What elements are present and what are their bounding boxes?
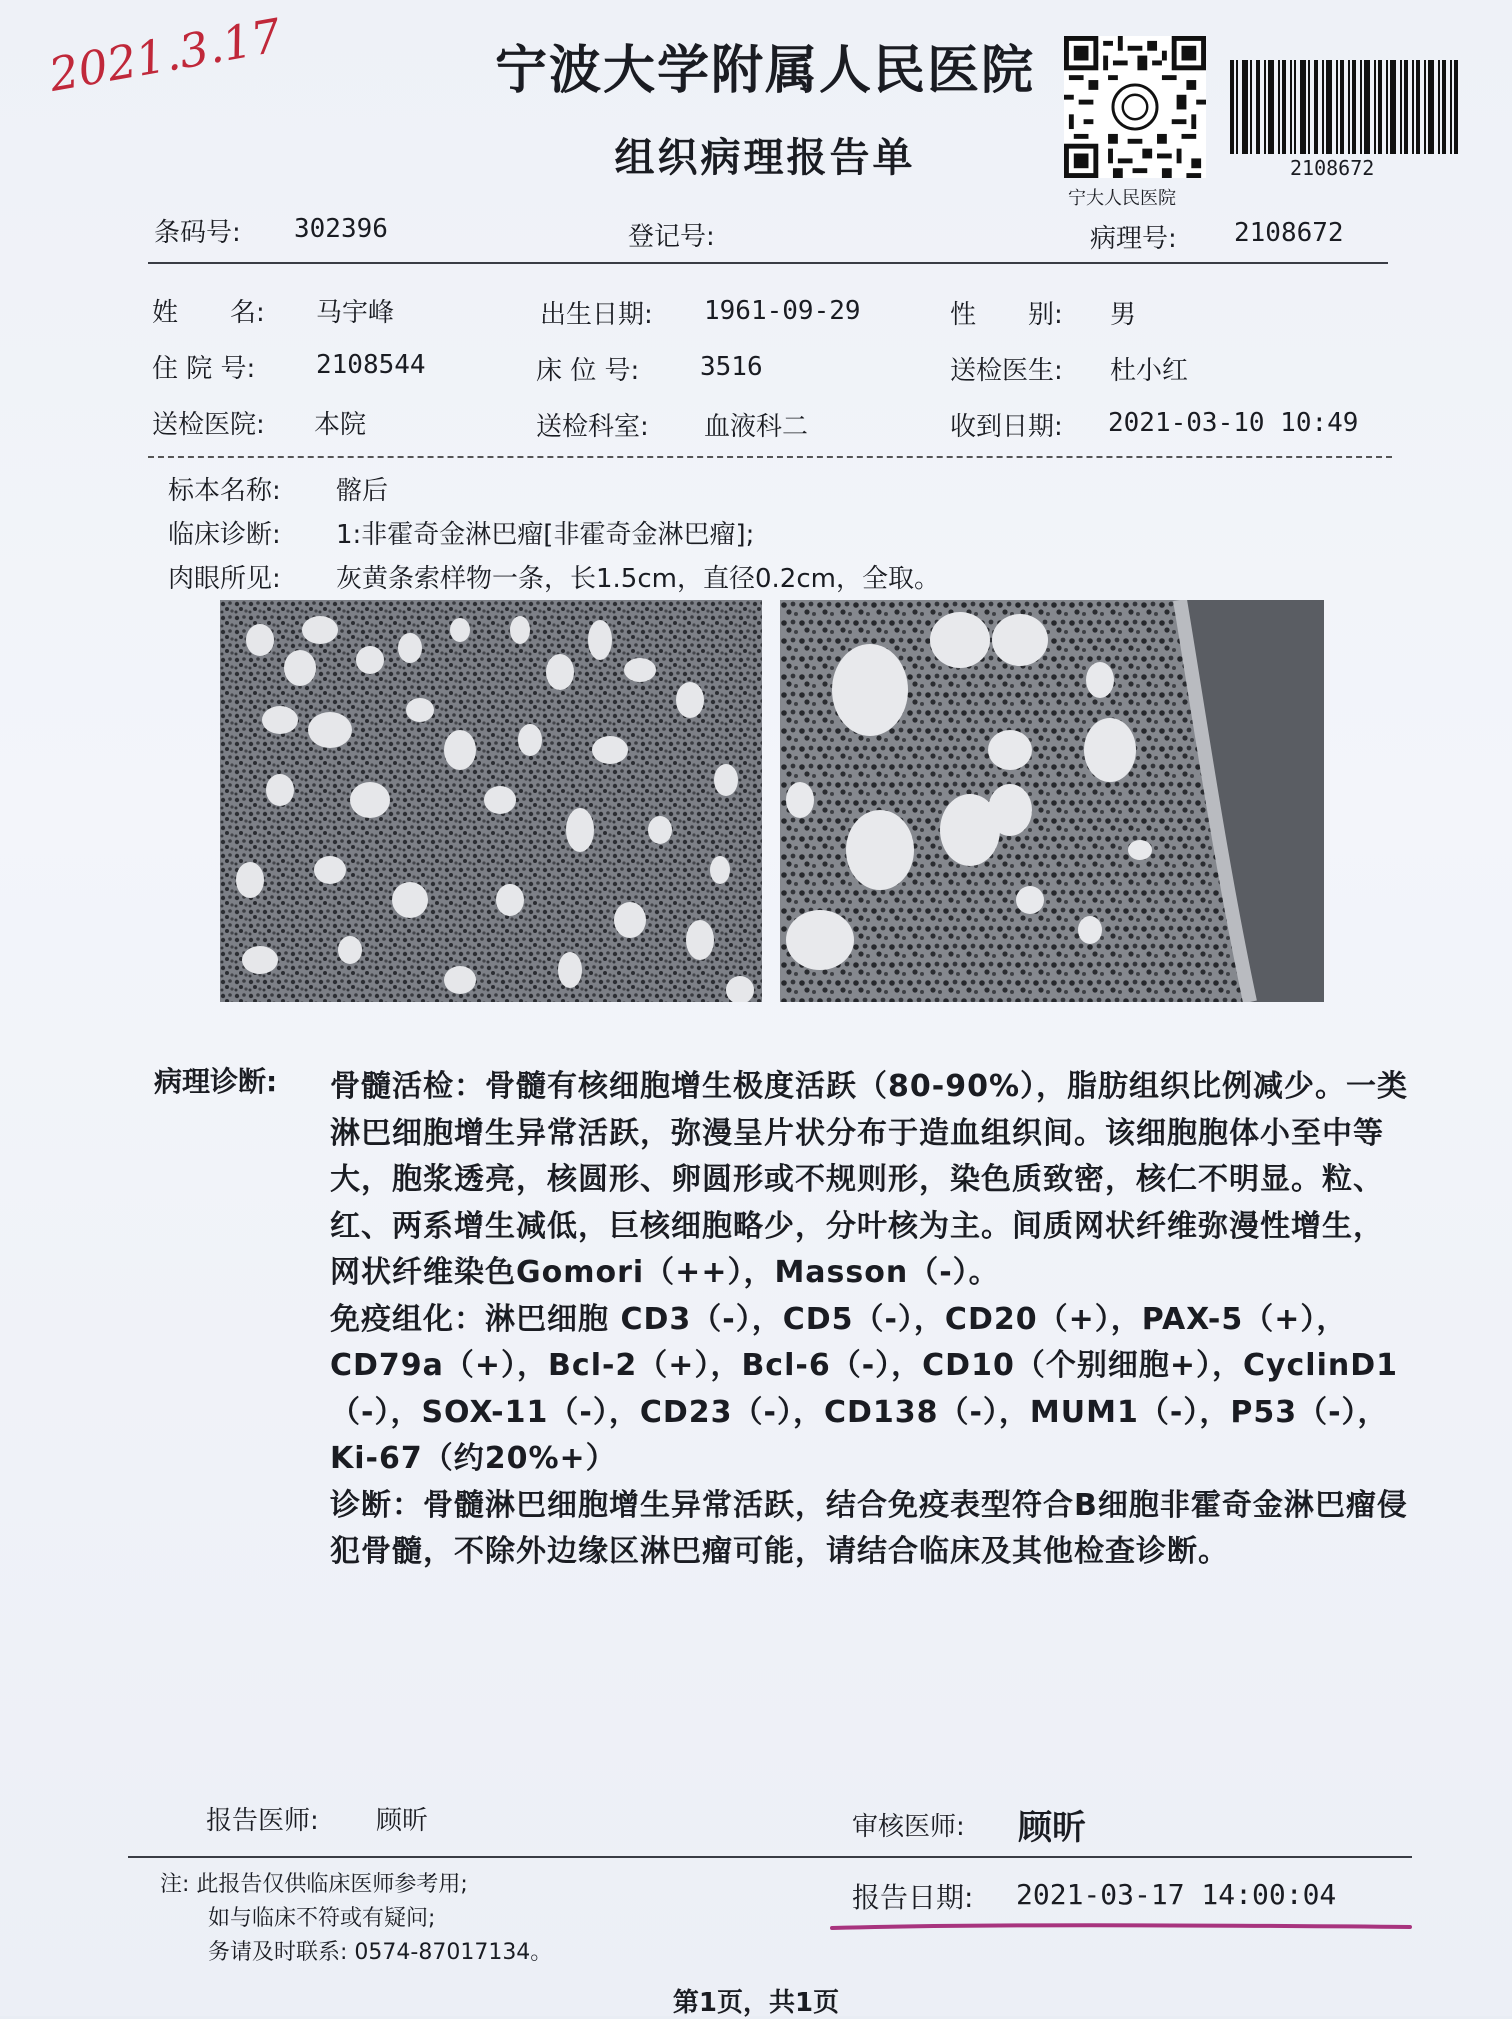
review-doctor-label: 审核医师:: [852, 1812, 965, 1842]
header-rule: [148, 262, 1388, 264]
page-number: 第1页，共1页: [672, 1988, 840, 2018]
report-date-value: 2021-03-17 14:00:04: [1016, 1878, 1337, 1911]
gross-value: 灰黄条索样物一条，长1.5cm，直径0.2cm，全取。: [336, 564, 940, 594]
diagnosis-body: [330, 1064, 1408, 1576]
barcode-number: 2108672: [1290, 156, 1375, 180]
micrograph-right-image: [780, 600, 1324, 1002]
hospital-value: 本院: [314, 410, 367, 440]
footer-rule: [128, 1856, 1412, 1858]
received-label: 收到日期:: [950, 412, 1063, 442]
bed-value: 3516: [700, 352, 763, 382]
patient-rule: [148, 456, 1392, 458]
dept-label: 送检科室:: [536, 412, 649, 442]
sex-label: 性 别:: [950, 300, 1063, 330]
hospital-name: 宁波大学附属人民医院: [494, 41, 1035, 101]
note-line-1: 注: 此报告仅供临床医师参考用;: [160, 1872, 468, 1897]
report-title: 组织病理报告单: [614, 135, 916, 181]
name-label: 姓 名:: [152, 298, 265, 328]
register-label: 登记号:: [628, 222, 715, 252]
dept-value: 血液科二: [704, 412, 809, 442]
diagnosis-ihc-paragraph: 免疫组化：淋巴细胞 CD3（-），CD5（-），CD20（+），PAX-5（+），CD79a（+），Bcl-2（+），Bcl-6（-），CD10（个别细胞+），CyclinD1（-），SOX-11（-），CD23（-），CD138（-），MUM1（-），P53（-），Ki-67（约20%+）: [330, 1301, 1399, 1476]
micrograph-left-image: [220, 600, 762, 1002]
report-doctor-label: 报告医师:: [206, 1806, 319, 1836]
doctor-value: 杜小红: [1110, 356, 1189, 386]
note-line-3: 务请及时联系: 0574-87017134。: [208, 1940, 553, 1965]
handwritten-underline: [830, 1922, 1412, 1932]
dob-label: 出生日期:: [540, 300, 653, 330]
barcode-value: 302396: [294, 214, 388, 244]
name-value: 马宇峰: [316, 298, 395, 328]
micrograph-right: [780, 600, 1324, 1002]
note-line-2: 如与临床不符或有疑问;: [208, 1906, 436, 1931]
pathology-label: 病理号:: [1090, 224, 1177, 254]
hospital-label: 送检医院:: [152, 410, 265, 440]
diagnosis-biopsy-paragraph: 骨髓活检：骨髓有核细胞增生极度活跃（80-90%），脂肪组织比例减少。一类淋巴细胞增生异常活跃，弥漫呈片状分布于造血组织间。该细胞胞体小至中等大，胞浆透亮，核圆形、卵圆形或不规则形，染色质致密，核仁不明显。粒、红、两系增生减低，巨核细胞略少，分叶核为主。间质网状纤维弥漫性增生，网状纤维染色Gomori（++），Masson（-）。: [330, 1069, 1409, 1290]
barcode-label: 条码号:: [154, 218, 241, 248]
clinical-diagnosis-value: 1:非霍奇金淋巴瘤[非霍奇金淋巴瘤];: [336, 520, 755, 550]
qr-caption: 宁大人民医院: [1068, 188, 1176, 209]
handwritten-date: 2021.3.17: [45, 8, 286, 102]
admission-value: 2108544: [316, 350, 426, 380]
report-doctor-value: 顾昕: [376, 1806, 429, 1836]
micrograph-left: [220, 600, 762, 1002]
pathology-value: 2108672: [1234, 218, 1344, 248]
barcode-icon: [1230, 60, 1458, 154]
review-doctor-signature: 顾昕: [1018, 1808, 1086, 1848]
specimen-name-label: 标本名称:: [168, 476, 281, 506]
sex-value: 男: [1110, 300, 1137, 330]
diagnosis-label: 病理诊断:: [154, 1065, 278, 1098]
dob-value: 1961-09-29: [704, 296, 861, 326]
doctor-label: 送检医生:: [950, 356, 1063, 386]
bed-label: 床 位 号:: [536, 356, 640, 386]
gross-label: 肉眼所见:: [168, 564, 281, 594]
specimen-name-value: 髂后: [336, 476, 389, 506]
diagnosis-conclusion-paragraph: 诊断：骨髓淋巴细胞增生异常活跃，结合免疫表型符合B细胞非霍奇金淋巴瘤侵犯骨髓，不除外边缘区淋巴瘤可能，请结合临床及其他检查诊断。: [330, 1487, 1408, 1569]
report-date-label: 报告日期:: [852, 1881, 974, 1914]
admission-label: 住 院 号:: [152, 354, 256, 384]
qr-code-icon: [1064, 36, 1206, 178]
received-value: 2021-03-10 10:49: [1108, 408, 1359, 438]
clinical-diagnosis-label: 临床诊断:: [168, 520, 281, 550]
